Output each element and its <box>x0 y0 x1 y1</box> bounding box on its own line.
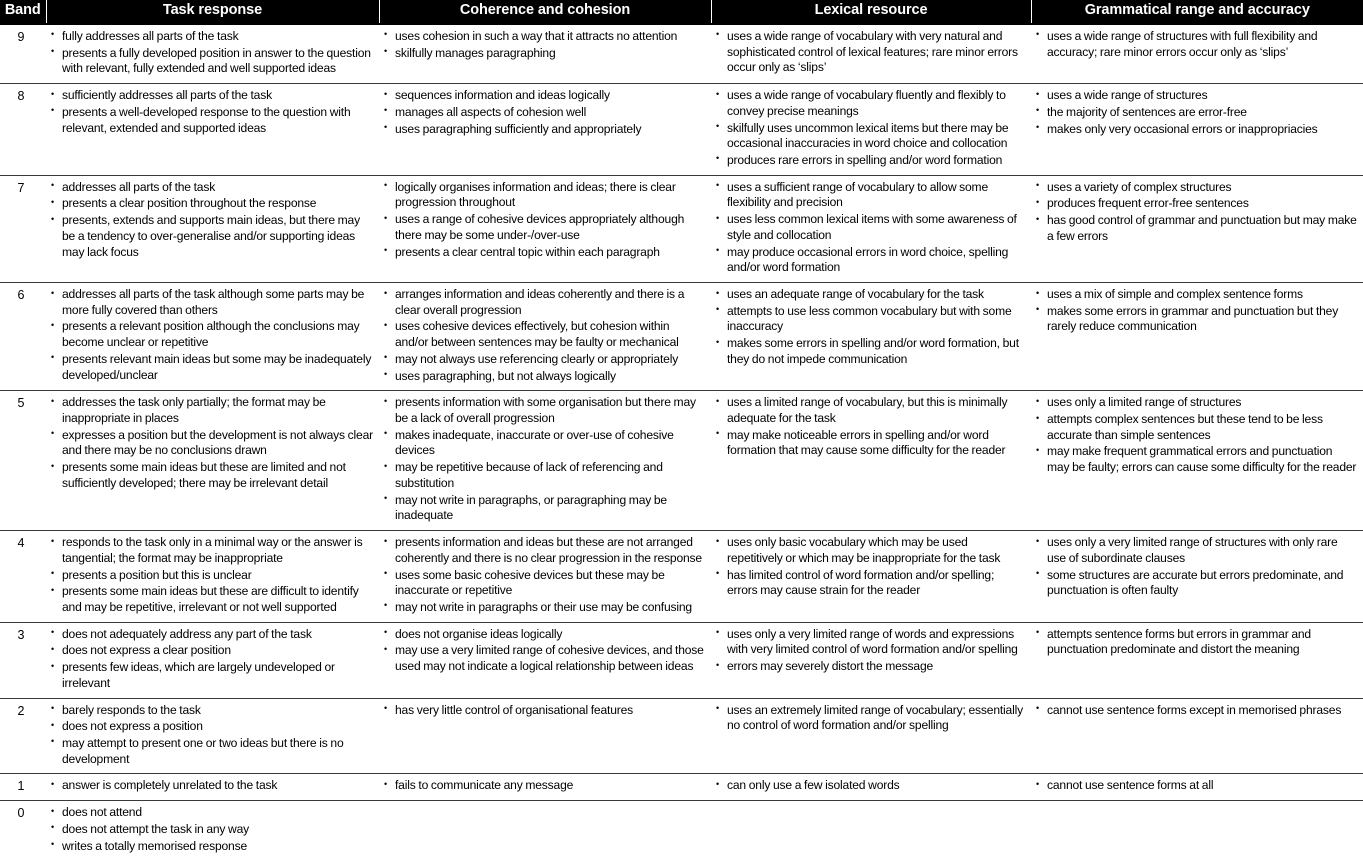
criterion-item: • may not write in paragraphs, or paragraphing may be inadequate <box>383 493 705 524</box>
criterion-cell-lexical-resource <box>711 774 1031 801</box>
criterion-item: • manages all aspects of cohesion well <box>383 105 705 121</box>
criterion-cell-coherence-cohesion <box>379 24 711 84</box>
band-score-cell: 9 <box>0 24 46 84</box>
criterion-cell-grammatical-range <box>1031 622 1363 698</box>
band-score-cell: 8 <box>0 84 46 176</box>
criterion-list <box>1035 88 1357 137</box>
criterion-list <box>50 395 373 491</box>
criterion-item: • does not attend <box>50 805 373 821</box>
criterion-item: • presents information with some organisation but there may be a lack of overall progression <box>383 395 705 426</box>
criterion-list <box>1035 778 1357 794</box>
criterion-list <box>1035 703 1357 719</box>
criterion-cell-grammatical-range <box>1031 391 1363 531</box>
band-score-cell: 0 <box>0 801 46 860</box>
criterion-item: • may attempt to present one or two ideas but there is no development <box>50 736 373 767</box>
table-row <box>0 801 1363 860</box>
criterion-item: • addresses all parts of the task <box>50 180 373 196</box>
column-header-lexical-resource: Lexical resource <box>711 0 1031 24</box>
criterion-cell-coherence-cohesion <box>379 531 711 623</box>
criterion-item: • attempts to use less common vocabulary but with some inaccuracy <box>715 304 1025 335</box>
criterion-cell-lexical-resource <box>711 24 1031 84</box>
criterion-list <box>1035 180 1357 245</box>
criterion-item: • uses a range of cohesive devices appropriately although there may be some under-/over-use <box>383 212 705 243</box>
criterion-list <box>715 703 1025 734</box>
criterion-item: • uses a wide range of structures <box>1035 88 1357 104</box>
criterion-cell-lexical-resource <box>711 622 1031 698</box>
column-header-band: Band <box>0 0 46 24</box>
criterion-item: • presents a fully developed position in answer to the question with relevant, fully extended and well supported ideas <box>50 46 373 77</box>
criterion-cell-lexical-resource <box>711 84 1031 176</box>
table-row <box>0 175 1363 282</box>
criterion-item: • sequences information and ideas logically <box>383 88 705 104</box>
criterion-item: • uses a limited range of vocabulary, but this is minimally adequate for the task <box>715 395 1025 426</box>
criterion-cell-grammatical-range <box>1031 24 1363 84</box>
criterion-item: • uses only basic vocabulary which may be used repetitively or which may be inappropriate for the task <box>715 535 1025 566</box>
criterion-cell-task-response <box>46 531 379 623</box>
criterion-item: • answer is completely unrelated to the task <box>50 778 373 794</box>
criterion-list <box>383 535 705 616</box>
criterion-list <box>50 287 373 383</box>
criterion-item: • expresses a position but the development is not always clear and there may be no conclusions drawn <box>50 428 373 459</box>
criterion-list <box>50 703 373 768</box>
criterion-cell-coherence-cohesion <box>379 801 711 860</box>
criterion-list <box>715 88 1025 169</box>
criterion-list <box>715 287 1025 368</box>
criterion-cell-lexical-resource <box>711 801 1031 860</box>
criterion-item: • has good control of grammar and punctuation but may make a few errors <box>1035 213 1357 244</box>
criterion-item: • has very little control of organisational features <box>383 703 705 719</box>
criterion-list <box>383 180 705 261</box>
table-row <box>0 84 1363 176</box>
criterion-list <box>383 88 705 137</box>
criterion-item: • some structures are accurate but errors predominate, and punctuation is often faulty <box>1035 568 1357 599</box>
criterion-item: • may be repetitive because of lack of referencing and substitution <box>383 460 705 491</box>
criterion-item: • presents, extends and supports main ideas, but there may be a tendency to over-generalise and/or supporting ideas may lack focus <box>50 213 373 260</box>
criterion-item: • presents relevant main ideas but some may be inadequately developed/unclear <box>50 352 373 383</box>
criterion-item: • makes inadequate, inaccurate or over-use of cohesive devices <box>383 428 705 459</box>
band-score-cell: 1 <box>0 774 46 801</box>
criterion-item: • uses paragraphing sufficiently and appropriately <box>383 122 705 138</box>
criterion-item: • fails to communicate any message <box>383 778 705 794</box>
criterion-item: • may use a very limited range of cohesive devices, and those used may not indicate a logical relationship between ideas <box>383 643 705 674</box>
criterion-item: • does not express a position <box>50 719 373 735</box>
criterion-cell-coherence-cohesion <box>379 283 711 391</box>
criterion-list <box>715 627 1025 675</box>
criterion-list <box>383 395 705 524</box>
criterion-cell-grammatical-range <box>1031 84 1363 176</box>
criterion-item: • can only use a few isolated words <box>715 778 1025 794</box>
table-row <box>0 24 1363 84</box>
criterion-item: • the majority of sentences are error-free <box>1035 105 1357 121</box>
criterion-item: • responds to the task only in a minimal way or the answer is tangential; the format may be inappropriate <box>50 535 373 566</box>
criterion-cell-lexical-resource <box>711 283 1031 391</box>
criterion-list <box>715 535 1025 599</box>
criterion-cell-lexical-resource <box>711 531 1031 623</box>
criterion-item: • makes some errors in spelling and/or word formation, but they do not impede communication <box>715 336 1025 367</box>
criterion-item: • produces rare errors in spelling and/or word formation <box>715 153 1025 169</box>
criterion-item: • uses a sufficient range of vocabulary to allow some flexibility and precision <box>715 180 1025 211</box>
criterion-item: • presents a clear central topic within each paragraph <box>383 245 705 261</box>
header-row <box>0 0 1363 24</box>
criterion-item: • arranges information and ideas coherently and there is a clear overall progression <box>383 287 705 318</box>
criterion-item: • uses a mix of simple and complex sentence forms <box>1035 287 1357 303</box>
criterion-item: • fully addresses all parts of the task <box>50 29 373 45</box>
criterion-cell-coherence-cohesion <box>379 84 711 176</box>
criterion-item: • errors may severely distort the message <box>715 659 1025 675</box>
criterion-item: • presents information and ideas but these are not arranged coherently and there is no clear progression in the response <box>383 535 705 566</box>
criterion-item: • may not write in paragraphs or their use may be confusing <box>383 600 705 616</box>
band-score-cell: 5 <box>0 391 46 531</box>
column-header-task-response: Task response <box>46 0 379 24</box>
criterion-cell-lexical-resource <box>711 698 1031 774</box>
criterion-list <box>50 778 373 794</box>
criterion-item: • does not adequately address any part of the task <box>50 627 373 643</box>
criterion-item: • has limited control of word formation and/or spelling; errors may cause strain for the reader <box>715 568 1025 599</box>
criterion-item: • uses only a very limited range of words and expressions with very limited control of word formation and/or spelling <box>715 627 1025 658</box>
criterion-cell-lexical-resource <box>711 391 1031 531</box>
criterion-cell-grammatical-range <box>1031 698 1363 774</box>
criterion-list <box>383 703 705 719</box>
criterion-item: • presents some main ideas but these are limited and not sufficiently developed; there may be irrelevant detail <box>50 460 373 491</box>
criterion-item: • skilfully uses uncommon lexical items but there may be occasional inaccuracies in word choice and collocation <box>715 121 1025 152</box>
criterion-item: • presents a position but this is unclear <box>50 568 373 584</box>
criterion-list <box>383 627 705 675</box>
criterion-cell-task-response <box>46 24 379 84</box>
criterion-item: • does not organise ideas logically <box>383 627 705 643</box>
criterion-item: • logically organises information and ideas; there is clear progression throughout <box>383 180 705 211</box>
criterion-list <box>383 778 705 794</box>
criterion-list <box>1035 287 1357 335</box>
criterion-list <box>715 180 1025 276</box>
criterion-list <box>383 287 705 384</box>
criterion-item: • uses cohesion in such a way that it attracts no attention <box>383 29 705 45</box>
criterion-cell-grammatical-range <box>1031 175 1363 282</box>
table-row <box>0 283 1363 391</box>
criterion-item: • may make noticeable errors in spelling and/or word formation that may cause some difficulty for the reader <box>715 428 1025 459</box>
band-score-cell: 6 <box>0 283 46 391</box>
criterion-item: • addresses all parts of the task although some parts may be more fully covered than others <box>50 287 373 318</box>
criterion-list <box>715 778 1025 794</box>
band-score-cell: 7 <box>0 175 46 282</box>
criterion-item: • makes only very occasional errors or inappropriacies <box>1035 122 1357 138</box>
criterion-list <box>1035 29 1357 60</box>
criterion-item: • barely responds to the task <box>50 703 373 719</box>
criterion-cell-task-response <box>46 698 379 774</box>
criterion-item: • uses some basic cohesive devices but these may be inaccurate or repetitive <box>383 568 705 599</box>
criterion-list <box>715 29 1025 76</box>
criterion-item: • uses only a limited range of structures <box>1035 395 1357 411</box>
criterion-item: • skilfully manages paragraphing <box>383 46 705 62</box>
criterion-list <box>383 29 705 61</box>
criterion-item: • may not always use referencing clearly or appropriately <box>383 352 705 368</box>
criterion-item: • uses a wide range of structures with full flexibility and accuracy; rare minor errors occur only as ‘slips’ <box>1035 29 1357 60</box>
criterion-cell-task-response <box>46 283 379 391</box>
criterion-list <box>1035 535 1357 599</box>
column-header-grammatical-range: Grammatical range and accuracy <box>1031 0 1363 24</box>
criterion-item: • presents some main ideas but these are difficult to identify and may be repetitive, irrelevant or not well supported <box>50 584 373 615</box>
criterion-item: • presents a clear position throughout the response <box>50 196 373 212</box>
criterion-cell-coherence-cohesion <box>379 175 711 282</box>
criterion-cell-grammatical-range <box>1031 283 1363 391</box>
criterion-item: • sufficiently addresses all parts of the task <box>50 88 373 104</box>
band-score-cell: 3 <box>0 622 46 698</box>
criterion-cell-grammatical-range <box>1031 774 1363 801</box>
criterion-cell-grammatical-range <box>1031 531 1363 623</box>
criterion-item: • addresses the task only partially; the format may be inappropriate in places <box>50 395 373 426</box>
criterion-cell-task-response <box>46 801 379 860</box>
criterion-item: • cannot use sentence forms except in memorised phrases <box>1035 703 1357 719</box>
table-row <box>0 531 1363 623</box>
criterion-cell-lexical-resource <box>711 175 1031 282</box>
criterion-item: • writes a totally memorised response <box>50 839 373 855</box>
criterion-item: • attempts complex sentences but these tend to be less accurate than simple sentences <box>1035 412 1357 443</box>
table-header <box>0 0 1363 24</box>
criterion-item: • presents a relevant position although the conclusions may become unclear or repetitive <box>50 319 373 350</box>
criterion-list <box>50 627 373 692</box>
criterion-cell-grammatical-range <box>1031 801 1363 860</box>
criterion-list <box>50 535 373 616</box>
criterion-item: • uses only a very limited range of structures with only rare use of subordinate clauses <box>1035 535 1357 566</box>
column-header-coherence-cohesion: Coherence and cohesion <box>379 0 711 24</box>
criterion-cell-task-response <box>46 391 379 531</box>
criterion-item: • uses a wide range of vocabulary fluently and flexibly to convey precise meanings <box>715 88 1025 119</box>
table-body <box>0 24 1363 860</box>
criterion-cell-task-response <box>46 175 379 282</box>
criterion-item: • may make frequent grammatical errors and punctuation may be faulty; errors can cause some difficulty for the reader <box>1035 444 1357 475</box>
criterion-item: • attempts sentence forms but errors in grammar and punctuation predominate and distort the meaning <box>1035 627 1357 658</box>
table-row <box>0 622 1363 698</box>
criterion-cell-coherence-cohesion <box>379 774 711 801</box>
criterion-item: • cannot use sentence forms at all <box>1035 778 1357 794</box>
criterion-list <box>1035 627 1357 658</box>
criterion-list <box>50 805 373 854</box>
criterion-item: • uses a wide range of vocabulary with very natural and sophisticated control of lexical features; rare minor errors occur only as ‘slips’ <box>715 29 1025 76</box>
criterion-item: • presents few ideas, which are largely undeveloped or irrelevant <box>50 660 373 691</box>
criterion-item: • uses paragraphing, but not always logically <box>383 369 705 385</box>
criterion-cell-coherence-cohesion <box>379 391 711 531</box>
criterion-item: • uses an extremely limited range of vocabulary; essentially no control of word formation and/or spelling <box>715 703 1025 734</box>
criterion-item: • uses a variety of complex structures <box>1035 180 1357 196</box>
criterion-item: • does not express a clear position <box>50 643 373 659</box>
criterion-item: • uses an adequate range of vocabulary for the task <box>715 287 1025 303</box>
criterion-list <box>50 88 373 136</box>
criterion-cell-coherence-cohesion <box>379 698 711 774</box>
criterion-cell-coherence-cohesion <box>379 622 711 698</box>
criterion-list <box>50 180 373 261</box>
criterion-list <box>715 395 1025 459</box>
band-score-cell: 4 <box>0 531 46 623</box>
criterion-item: • presents a well-developed response to the question with relevant, extended and supported ideas <box>50 105 373 136</box>
criterion-list <box>1035 395 1357 476</box>
criterion-cell-task-response <box>46 84 379 176</box>
criterion-list <box>50 29 373 77</box>
criterion-item: • may produce occasional errors in word choice, spelling and/or word formation <box>715 245 1025 276</box>
criterion-item: • makes some errors in grammar and punctuation but they rarely reduce communication <box>1035 304 1357 335</box>
criterion-item: • uses less common lexical items with some awareness of style and collocation <box>715 212 1025 243</box>
table-row <box>0 391 1363 531</box>
criterion-item: • uses cohesive devices effectively, but cohesion within and/or between sentences may be faulty or mechanical <box>383 319 705 350</box>
criterion-cell-task-response <box>46 622 379 698</box>
criterion-cell-task-response <box>46 774 379 801</box>
criterion-item: • does not attempt the task in any way <box>50 822 373 838</box>
table-row <box>0 698 1363 774</box>
band-score-cell: 2 <box>0 698 46 774</box>
table-row <box>0 774 1363 801</box>
criterion-item: • produces frequent error-free sentences <box>1035 196 1357 212</box>
